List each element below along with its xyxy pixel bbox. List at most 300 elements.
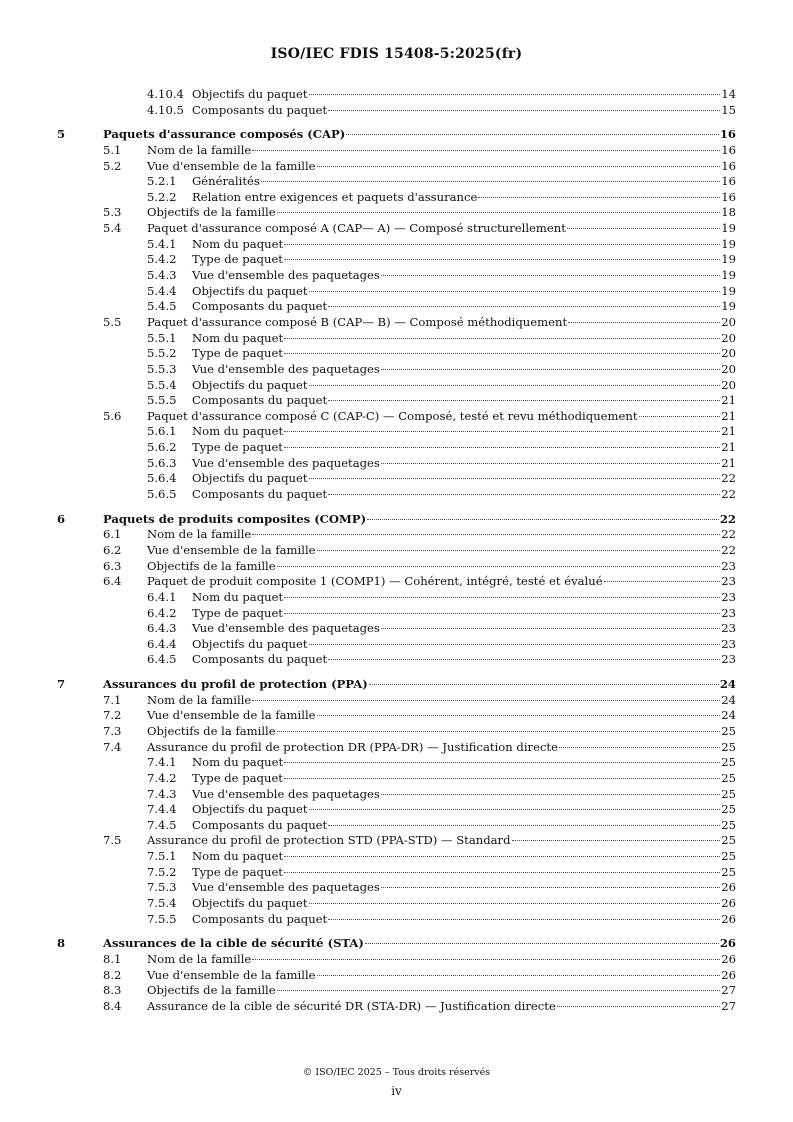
toc-entry[interactable]	[0, 771, 793, 787]
toc-entry-title: Assurance du profil de protection STD (PPA-STD) — Standard	[147, 833, 511, 848]
dot-leader	[252, 149, 720, 151]
toc-entry-page: 24	[721, 708, 736, 723]
toc-entry-title: Composants du paquet	[192, 102, 328, 117]
toc-entry[interactable]	[0, 143, 793, 159]
toc-entry-number: 7	[57, 677, 66, 692]
toc-entry-page: 24	[719, 677, 736, 692]
toc-entry-number: 7.4.5	[147, 817, 177, 832]
toc-entry-line	[192, 880, 736, 896]
toc-entry-title: Assurance de la cible de sécurité DR (STA-DR) — Justification directe	[147, 998, 556, 1013]
toc-entry-line	[103, 677, 736, 693]
toc-entry-page: 23	[721, 652, 736, 667]
toc-entry[interactable]	[0, 590, 793, 606]
toc-entry-title: Nom du paquet	[192, 589, 284, 604]
toc-entry-title: Vue d'ensemble des paquetages	[192, 786, 380, 801]
dot-leader	[567, 227, 720, 229]
toc-entry-title: Généralités	[192, 174, 260, 189]
toc-entry-line	[192, 637, 736, 653]
toc-entry-line	[147, 559, 736, 575]
toc-entry-page: 25	[721, 817, 736, 832]
toc-entry-title: Objectifs du paquet	[192, 377, 308, 392]
toc-entry-line	[147, 159, 736, 175]
toc-entry-line	[192, 237, 736, 253]
toc-entry-title: Vue d'ensemble des paquetages	[192, 880, 380, 895]
toc-entry-number: 5.4.2	[147, 252, 177, 267]
toc-entry-title: Objectifs de la famille	[147, 723, 276, 738]
toc-entry[interactable]	[0, 968, 793, 984]
toc-entry-page: 19	[721, 236, 736, 251]
toc-entry-number: 5.1	[103, 142, 122, 157]
toc-entry-page: 25	[721, 802, 736, 817]
toc-entry-number: 5.5.5	[147, 393, 177, 408]
toc-entry-number: 8.1	[103, 951, 122, 966]
toc-entry-line	[192, 103, 736, 119]
dot-leader	[277, 565, 721, 567]
toc-entry-page: 25	[721, 755, 736, 770]
toc-entry[interactable]	[0, 471, 793, 487]
dot-leader	[284, 430, 720, 432]
toc-entry-page: 25	[721, 864, 736, 879]
toc-entry-line	[192, 849, 736, 865]
toc-entry-number: 5.2.1	[147, 174, 177, 189]
toc-entry-line	[147, 693, 736, 709]
toc-entry-page: 26	[721, 951, 736, 966]
toc-entry-number: 7.5.3	[147, 880, 177, 895]
toc-entry-title: Vue d'ensemble de la famille	[147, 708, 316, 723]
toc-entry-title: Assurances de la cible de sécurité (STA)	[103, 936, 364, 951]
toc-entry-number: 5.4.4	[147, 283, 177, 298]
dot-leader	[277, 211, 721, 213]
toc-entry[interactable]	[0, 159, 793, 175]
toc-entry-page: 18	[721, 205, 736, 220]
toc-entry-title: Vue d'ensemble de la famille	[147, 967, 316, 982]
dot-leader	[317, 714, 721, 716]
toc-entry-title: Vue d'ensemble de la famille	[147, 542, 316, 557]
toc-entry[interactable]	[0, 103, 793, 119]
toc-entry-page: 26	[721, 880, 736, 895]
dot-leader	[381, 274, 720, 276]
toc-entry[interactable]	[0, 237, 793, 253]
toc-entry-title: Objectifs du paquet	[192, 283, 308, 298]
toc-entry-number: 6.4.1	[147, 589, 177, 604]
toc-entry-line	[192, 378, 736, 394]
toc-entry-number: 6.1	[103, 527, 122, 542]
toc-entry-line	[192, 331, 736, 347]
toc-entry-line	[192, 456, 736, 472]
toc-entry-page: 21	[721, 455, 736, 470]
toc-entry[interactable]	[0, 849, 793, 865]
toc-entry-page: 23	[721, 558, 736, 573]
dot-leader	[309, 477, 721, 479]
toc-entry-title: Composants du paquet	[192, 299, 328, 314]
toc-entry-number: 8.4	[103, 998, 122, 1013]
toc-entry-number: 5.6.2	[147, 440, 177, 455]
toc-entry-page: 24	[721, 692, 736, 707]
toc-entry-title: Objectifs de la famille	[147, 205, 276, 220]
toc-entry-number: 7.4.1	[147, 755, 177, 770]
toc-entry[interactable]	[0, 740, 793, 756]
toc-entry[interactable]	[0, 755, 793, 771]
toc-entry-title: Composants du paquet	[192, 393, 328, 408]
toc-entry-number: 8.2	[103, 967, 122, 982]
toc-entry[interactable]	[0, 606, 793, 622]
toc-entry-number: 7.4.3	[147, 786, 177, 801]
dot-leader	[568, 321, 720, 323]
toc-entry-title: Vue d'ensemble de la famille	[147, 158, 316, 173]
toc-entry[interactable]	[0, 456, 793, 472]
toc-chapter-entry[interactable]	[0, 677, 793, 693]
dot-leader	[328, 493, 720, 495]
toc-entry[interactable]	[0, 190, 793, 206]
toc-entry-page: 22	[721, 527, 736, 542]
toc-entry-line	[192, 606, 736, 622]
toc-entry[interactable]	[0, 865, 793, 881]
toc-entry-title: Nom de la famille	[147, 142, 252, 157]
dot-leader	[328, 109, 720, 111]
toc-entry-title: Paquets de produits composites (COMP)	[103, 511, 367, 526]
toc-entry-title: Type de paquet	[192, 346, 283, 361]
toc-entry-number: 6.4	[103, 574, 122, 589]
toc-entry-line	[147, 968, 736, 984]
dot-leader	[284, 855, 720, 857]
toc-entry-line	[192, 440, 736, 456]
dot-leader	[317, 974, 721, 976]
toc-entry[interactable]	[0, 87, 793, 103]
table-of-contents	[0, 87, 793, 1015]
toc-entry-page: 16	[721, 142, 736, 157]
toc-entry-page: 16	[721, 174, 736, 189]
toc-entry-number: 5.6.1	[147, 424, 177, 439]
toc-entry-title: Paquets d'assurance composés (CAP)	[103, 127, 346, 142]
toc-entry-line	[192, 818, 736, 834]
toc-entry-number: 5.3	[103, 205, 122, 220]
toc-entry-line	[147, 952, 736, 968]
toc-entry-line	[147, 740, 736, 756]
toc-entry-title: Type de paquet	[192, 770, 283, 785]
toc-entry-title: Nom de la famille	[147, 951, 252, 966]
toc-entry[interactable]	[0, 252, 793, 268]
toc-entry-number: 5.5.4	[147, 377, 177, 392]
toc-entry-line	[147, 983, 736, 999]
toc-entry-title: Type de paquet	[192, 252, 283, 267]
dot-leader	[309, 902, 721, 904]
toc-entry-line	[192, 896, 736, 912]
toc-entry-title: Objectifs de la famille	[147, 558, 276, 573]
toc-entry-line	[192, 362, 736, 378]
dot-leader	[284, 258, 720, 260]
toc-entry-page: 23	[721, 589, 736, 604]
dot-leader	[309, 290, 721, 292]
toc-entry[interactable]	[0, 693, 793, 709]
toc-entry-line	[192, 299, 736, 315]
toc-entry[interactable]	[0, 299, 793, 315]
toc-entry-number: 8.3	[103, 983, 122, 998]
toc-entry-number: 5.5.3	[147, 361, 177, 376]
toc-entry-page: 22	[721, 471, 736, 486]
dot-leader	[277, 989, 721, 991]
dot-leader	[328, 658, 720, 660]
toc-entry-line	[147, 143, 736, 159]
toc-entry-number: 5.4.3	[147, 268, 177, 283]
toc-entry[interactable]	[0, 912, 793, 928]
toc-entry[interactable]	[0, 818, 793, 834]
toc-entry[interactable]	[0, 787, 793, 803]
toc-entry-line	[192, 652, 736, 668]
toc-entry-line	[192, 487, 736, 503]
toc-entry-page: 20	[721, 314, 736, 329]
toc-entry[interactable]	[0, 637, 793, 653]
toc-entry[interactable]	[0, 424, 793, 440]
toc-entry-title: Objectifs du paquet	[192, 636, 308, 651]
toc-entry-line	[192, 268, 736, 284]
toc-entry-title: Assurance du profil de protection DR (PPA-DR) — Justification directe	[147, 739, 558, 754]
toc-entry-title: Objectifs du paquet	[192, 896, 308, 911]
toc-entry-page: 25	[721, 786, 736, 801]
toc-entry-page: 26	[721, 911, 736, 926]
dot-leader	[369, 683, 719, 685]
toc-entry-page: 16	[719, 127, 736, 142]
toc-chapter-entry[interactable]	[0, 936, 793, 952]
toc-entry-line	[192, 346, 736, 362]
toc-entry-line	[147, 221, 736, 237]
dot-leader	[328, 305, 720, 307]
toc-entry[interactable]	[0, 346, 793, 362]
toc-entry-page: 20	[721, 330, 736, 345]
toc-entry-page: 21	[721, 424, 736, 439]
toc-entry-title: Paquet de produit composite 1 (COMP1) — Cohérent, intégré, testé et évalué	[147, 574, 603, 589]
page-number: iv	[391, 1084, 402, 1098]
dot-leader	[557, 1005, 720, 1007]
toc-entry-line	[192, 787, 736, 803]
toc-entry-number: 6.4.3	[147, 621, 177, 636]
toc-entry-page: 26	[719, 936, 736, 951]
dot-leader	[284, 777, 720, 779]
toc-entry-page: 16	[721, 158, 736, 173]
toc-entry[interactable]	[0, 331, 793, 347]
dot-leader	[252, 958, 720, 960]
toc-entry-line	[192, 284, 736, 300]
toc-entry-line	[103, 127, 736, 143]
toc-entry-line	[192, 755, 736, 771]
toc-entry-title: Vue d'ensemble des paquetages	[192, 268, 380, 283]
toc-entry-line	[147, 999, 736, 1015]
toc-entry-number: 4.10.4	[147, 87, 184, 101]
toc-entry-line	[147, 409, 736, 425]
toc-entry-title: Nom du paquet	[192, 330, 284, 345]
toc-entry-line	[147, 574, 736, 590]
toc-entry-number: 7.4.4	[147, 802, 177, 817]
toc-entry-line	[147, 315, 736, 331]
toc-entry[interactable]	[0, 378, 793, 394]
toc-entry[interactable]	[0, 652, 793, 668]
toc-entry-number: 6.4.2	[147, 605, 177, 620]
toc-entry-number: 5.4.1	[147, 236, 177, 251]
dot-leader	[328, 824, 720, 826]
toc-entry-line	[192, 621, 736, 637]
toc-entry-number: 6.2	[103, 542, 122, 557]
toc-entry-page: 20	[721, 377, 736, 392]
toc-entry-number: 5	[57, 127, 66, 142]
toc-entry-number: 5.6	[103, 408, 122, 423]
dot-leader	[261, 180, 720, 182]
toc-entry-title: Paquet d'assurance composé C (CAP-C) — Composé, testé et revu méthodiquement	[147, 408, 638, 423]
dot-leader	[317, 165, 721, 167]
toc-entry-number: 5.2.2	[147, 189, 177, 204]
toc-entry[interactable]	[0, 880, 793, 896]
dot-leader	[252, 699, 720, 701]
toc-entry-number: 4.10.5	[147, 102, 184, 117]
dot-leader	[559, 746, 720, 748]
toc-chapter-entry[interactable]	[0, 127, 793, 143]
toc-entry-title: Vue d'ensemble des paquetages	[192, 455, 380, 470]
dot-leader	[367, 518, 719, 520]
toc-entry-line	[192, 190, 736, 206]
dot-leader	[365, 942, 719, 944]
toc-entry-page: 22	[719, 511, 736, 526]
toc-entry-line	[147, 543, 736, 559]
toc-entry-page: 23	[721, 574, 736, 589]
dot-leader	[381, 627, 720, 629]
toc-entry-title: Nom du paquet	[192, 755, 284, 770]
toc-entry-number: 7.2	[103, 708, 122, 723]
toc-entry-title: Nom du paquet	[192, 424, 284, 439]
toc-entry[interactable]	[0, 268, 793, 284]
toc-entry-line	[192, 471, 736, 487]
toc-entry-page: 23	[721, 605, 736, 620]
toc-entry-line	[147, 205, 736, 221]
dot-leader	[309, 643, 721, 645]
dot-leader	[604, 580, 721, 582]
toc-entry-line	[192, 590, 736, 606]
dot-leader	[309, 93, 721, 95]
dot-leader	[328, 399, 720, 401]
dot-leader	[284, 612, 720, 614]
toc-entry-title: Nom de la famille	[147, 692, 252, 707]
toc-entry-page: 25	[721, 833, 736, 848]
toc-entry[interactable]	[0, 574, 793, 590]
toc-entry-title: Vue d'ensemble des paquetages	[192, 621, 380, 636]
toc-entry-number: 7.4.2	[147, 770, 177, 785]
toc-entry-page: 19	[721, 268, 736, 283]
toc-entry-page: 23	[721, 621, 736, 636]
toc-entry[interactable]	[0, 362, 793, 378]
toc-entry-line	[192, 865, 736, 881]
toc-entry-number: 5.6.5	[147, 487, 177, 502]
toc-entry-title: Nom de la famille	[147, 527, 252, 542]
toc-entry-page: 25	[721, 723, 736, 738]
toc-entry-number: 6.4.4	[147, 636, 177, 651]
dot-leader	[284, 596, 720, 598]
toc-entry-number: 5.4	[103, 221, 122, 236]
toc-entry-number: 7.5	[103, 833, 122, 848]
dot-leader	[284, 352, 720, 354]
toc-entry-page: 26	[721, 896, 736, 911]
toc-entry-line	[192, 393, 736, 409]
toc-entry-number: 5.2	[103, 158, 122, 173]
toc-entry[interactable]	[0, 174, 793, 190]
toc-entry-title: Vue d'ensemble des paquetages	[192, 361, 380, 376]
dot-leader	[512, 839, 721, 841]
document-header: ISO/IEC FDIS 15408-5:2025(fr)	[270, 46, 523, 62]
toc-entry[interactable]	[0, 724, 793, 740]
toc-entry-page: 21	[721, 393, 736, 408]
dot-leader	[284, 446, 720, 448]
toc-entry-page: 27	[721, 998, 736, 1013]
toc-entry-number: 5.5.2	[147, 346, 177, 361]
toc-entry[interactable]	[0, 708, 793, 724]
toc-entry[interactable]	[0, 205, 793, 221]
toc-entry[interactable]	[0, 221, 793, 237]
dot-leader	[309, 808, 721, 810]
toc-entry-title: Paquet d'assurance composé A (CAP— A) — Composé structurellement	[147, 221, 566, 236]
toc-entry-page: 19	[721, 283, 736, 298]
toc-entry-number: 7.3	[103, 723, 122, 738]
toc-entry-title: Nom du paquet	[192, 849, 284, 864]
toc-entry-title: Objectifs de la famille	[147, 983, 276, 998]
toc-entry-title: Objectifs du paquet	[192, 87, 308, 101]
toc-entry[interactable]	[0, 393, 793, 409]
dot-leader	[284, 337, 720, 339]
toc-entry-line	[147, 527, 736, 543]
toc-entry-number: 5.6.3	[147, 455, 177, 470]
toc-entry-title: Composants du paquet	[192, 652, 328, 667]
dot-leader	[639, 415, 721, 417]
toc-entry[interactable]	[0, 409, 793, 425]
toc-chapter-entry[interactable]	[0, 512, 793, 528]
dot-leader	[381, 793, 720, 795]
toc-entry-line	[192, 802, 736, 818]
toc-entry[interactable]	[0, 802, 793, 818]
toc-entry[interactable]	[0, 983, 793, 999]
toc-entry[interactable]	[0, 527, 793, 543]
toc-entry[interactable]	[0, 315, 793, 331]
toc-entry-title: Type de paquet	[192, 864, 283, 879]
dot-leader	[381, 368, 720, 370]
dot-leader	[284, 243, 720, 245]
toc-entry-page: 21	[721, 440, 736, 455]
toc-entry-line	[192, 424, 736, 440]
toc-entry-line	[103, 512, 736, 528]
toc-entry[interactable]	[0, 621, 793, 637]
toc-entry-number: 8	[57, 936, 66, 951]
toc-entry[interactable]	[0, 284, 793, 300]
toc-entry[interactable]	[0, 999, 793, 1015]
toc-entry-line	[192, 771, 736, 787]
toc-entry-line	[192, 174, 736, 190]
toc-entry[interactable]	[0, 833, 793, 849]
dot-leader	[309, 384, 721, 386]
toc-entry[interactable]	[0, 440, 793, 456]
toc-entry-number: 7.5.4	[147, 896, 177, 911]
toc-entry[interactable]	[0, 487, 793, 503]
toc-entry[interactable]	[0, 543, 793, 559]
toc-entry-line	[147, 833, 736, 849]
toc-entry-page: 25	[721, 849, 736, 864]
toc-entry-page: 27	[721, 983, 736, 998]
toc-entry[interactable]	[0, 896, 793, 912]
toc-entry[interactable]	[0, 952, 793, 968]
toc-entry-title: Objectifs du paquet	[192, 802, 308, 817]
toc-entry-line	[103, 936, 736, 952]
toc-entry-page: 22	[721, 487, 736, 502]
dot-leader	[277, 730, 721, 732]
toc-entry-title: Composants du paquet	[192, 911, 328, 926]
toc-entry-title: Paquet d'assurance composé B (CAP— B) — Composé méthodiquement	[147, 314, 568, 329]
toc-entry-page: 20	[721, 346, 736, 361]
toc-entry[interactable]	[0, 559, 793, 575]
toc-entry-line	[192, 87, 736, 103]
toc-entry-page: 22	[721, 542, 736, 557]
